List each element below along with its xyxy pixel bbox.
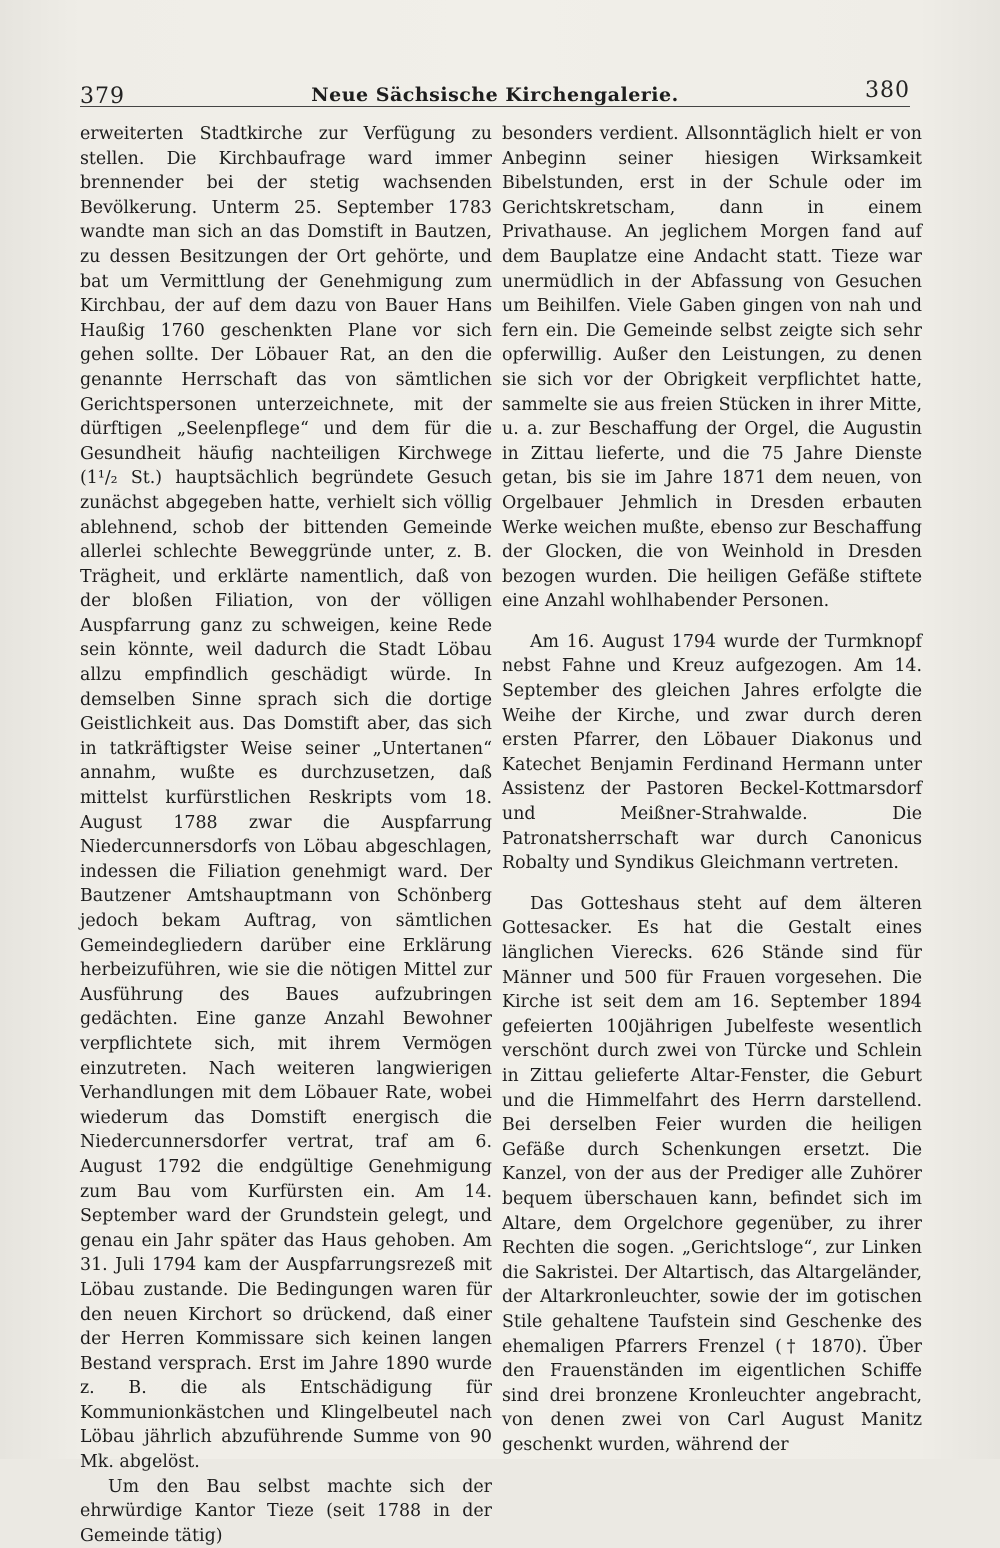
header-rule [80,106,910,107]
paragraph: Um den Bau selbst machte sich der ehrwürdige Kantor Tieze (seit 1788 in der Gemeinde tätig) [80,1476,492,1546]
page-number-right: 380 [865,78,910,103]
paragraph: Das Gotteshaus steht auf dem älteren Gottesacker. Es hat die Gestalt eines länglichen Vierecks. 626 Stände sind für Männer und 500 für Frauen vorgesehen. Die Kirche ist seit dem am 16. September 1894 gefeierten 100jährigen Jubelfeste wesentlich verschönt durch zwei von Türcke und Schlein in Zittau gelieferte Altar-Fenster, die Geburt und die Himmelfahrt des Herrn darstellend. Bei derselben Feier wurden die heiligen Gefäße durch Schenkungen ersetzt. Die Kanzel, von der aus der Prediger alle Zuhörer bequem überschauen kann, befindet sich im Altare, dem Orgelchore gegenüber, zu ihrer Rechten die sogen. „Gerichtsloge“, zur Linken die Sakristei. Der Altartisch, das Altargeländer, der Altarkronleuchter, sowie der im gotischen Stile gehaltene Taufstein sind Geschenke des ehemaligen Pfarrers Frenzel († 1870). Über den Frauenständen im eigentlichen Schiffe sind drei bronzene Kronleuchter angebracht, von denen zwei von Carl August Manitz geschenkt wurden, während der [502,893,922,1455]
left-column [80,122,492,1548]
paragraph: besonders verdient. Allsonntäglich hielt er von Anbeginn seiner hiesigen Wirksamkeit Bibelstunden, erst in der Schule oder im Gerichtskretscham, dann in einem Privathause. An jeglichem Morgen fand auf dem Bauplatze eine Andacht statt. Tieze war unermüdlich in der Abfassung von Gesuchen um Beihilfen. Viele Gaben gingen von nah und fern ein. Die Gemeinde selbst zeigte sich sehr opferwillig. Außer den Leistungen, zu denen sie sich vor der Obrigkeit verpflichtet hatte, sammelte sie aus freien Stücken in ihrer Mitte, u. a. zur Beschaffung der Orgel, die Augustin in Zittau lieferte, und die 75 Jahre Dienste getan, bis sie im Jahre 1871 dem neuen, von Orgelbauer Jehmlich in Dresden erbauten Werke weichen mußte, ebenso zur Beschaffung der Glocken, die von Weinhold in Dresden bezogen wurden. Die heiligen Gefäße stiftete eine Anzahl wohlhabender Personen. [502,124,922,612]
page-number-left: 379 [80,84,125,109]
running-title: Neue Sächsische Kirchengalerie. [311,84,679,106]
right-column [502,122,922,1457]
paragraph: Am 16. August 1794 wurde der Turmknopf nebst Fahne und Kreuz aufgezogen. Am 14. September des gleichen Jahres erfolgte die Weihe der Kirche, und zwar durch deren ersten Pfarrer, den Löbauer Diakonus und Katechet Benjamin Ferdinand Hermann unter Assistenz der Pastoren Beckel-Kottmarsdorf und Meißner-Strahwalde. Die Patronatsherrschaft war durch Canonicus Robalty und Syndikus Gleichmann vertreten. [502,631,922,874]
paragraph: erweiterten Stadtkirche zur Verfügung zu stellen. Die Kirchbaufrage ward immer brennender bei der stetig wachsenden Bevölkerung. Unterm 25. September 1783 wandte man sich an das Domstift in Bautzen, zu dessen Besitzungen der Ort gehörte, und bat um Vermittlung der Genehmigung zum Kirchbau, der auf dem dazu von Bauer Hans Haußig 1760 geschenkten Plane vor sich gehen sollte. Der Löbauer Rat, an den die genannte Herrschaft das von sämtlichen Gerichtspersonen unterzeichnete, mit der dürftigen „Seelenpflege“ und dem für die Gesundheit häufig nachteiligen Kirchwege (1¹/₂ St.) hauptsächlich begründete Gesuch zunächst abgegeben hatte, verhielt sich völlig ablehnend, schob der bittenden Gemeinde allerlei schlechte Beweggründe unter, z. B. Trägheit, und erklärte namentlich, daß von der bloßen Filiation, von der völligen Auspfarrung ganz zu schweigen, keine Rede sein könnte, weil dadurch die Stadt Löbau allzu empfindlich geschädigt würde. In demselben Sinne sprach sich die dortige Geistlichkeit aus. Das Domstift aber, das sich in tatkräftigster Weise seiner „Untertanen“ annahm, wußte es durchzusetzen, daß mittelst kurfürstlichen Reskripts vom 18. August 1788 zwar die Auspfarrung Niedercunnersdorfs von Löbau abgeschlagen, indessen die Filiation genehmigt ward. Der Bautzener Amtshauptmann von Schönberg jedoch bekam Auftrag, von sämtlichen Gemeindegliedern darüber eine Erklärung herbeizuführen, wie sie die nötigen Mittel zur Ausführung des Baues aufzubringen gedächten. Eine ganze Anzahl Bewohner verpflichtete sich, mit ihrem Vermögen einzutreten. Nach weiteren langwierigen Verhandlungen mit dem Löbauer Rate, wobei wiederum das Domstift energisch die Niedercunnersdorfer vertrat, traf am 6. August 1792 die endgültige Genehmigung zum Bau vom Kurfürsten ein. Am 14. September ward der Grundstein gelegt, und genau ein Jahr später das Haus gehoben. Am 31. Juli 1794 kam der Auspfarrungsrezeß mit Löbau zustande. Die Bedingungen waren für den neuen Kirchort so drückend, daß einer der Herren Kommissare sich keinen langen Bestand versprach. Erst im Jahre 1890 wurde z. B. die als Entschädigung für Kommunionkästchen und Klingelbeutel nach Löbau jährlich abzuführende Summe von 90 Mk. abgelöst. [80,124,492,1473]
